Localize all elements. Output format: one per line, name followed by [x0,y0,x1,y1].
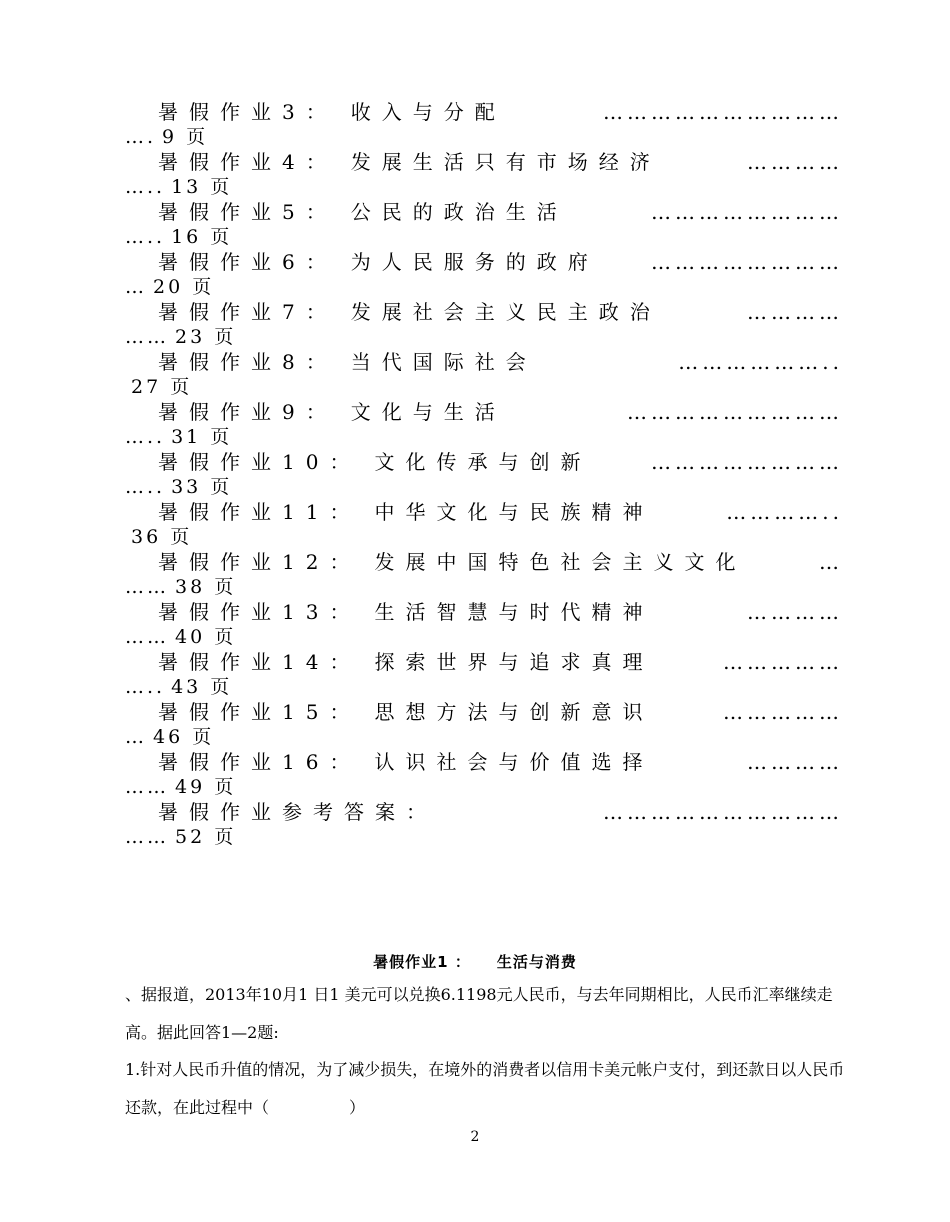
toc-leader-dots: ………… [747,300,843,324]
toc-page-ref: 20 页 [153,276,215,298]
toc-leader-dots: …………………… [651,200,843,224]
toc-page-ref: 49 页 [175,776,237,798]
toc-entry-title: 思想方法与创新意识 [374,700,654,724]
toc-line-continued [125,272,214,296]
toc-line [158,596,843,624]
toc-line [158,546,843,574]
toc-entry-title: 文化与生活 [350,400,506,424]
toc-line-continued [125,372,192,396]
toc-line-continued [125,522,192,546]
toc-entry [125,746,845,796]
toc-entry-title: 探索世界与追求真理 [374,650,654,674]
toc-line-continued [125,322,236,346]
toc-entry-title: 发展社会主义民主政治 [350,300,661,324]
toc-entry [125,346,845,396]
toc-line-continued [125,472,232,496]
toc-entry [125,146,845,196]
toc-entry-label: 暑假作业6： [158,250,337,274]
toc-page-ref: 33 页 [171,476,233,498]
toc-entry-label: 暑假作业14： [158,650,361,674]
toc-line [158,296,843,324]
table-of-contents [125,96,845,846]
toc-leader-dots-continued: … [125,276,147,298]
toc-leader-dots: …………………… [651,250,843,274]
toc-leader-dots-continued: ….. [125,176,166,198]
toc-entry [125,396,845,446]
toc-leader-dots: ………… [747,600,843,624]
toc-leader-dots-continued: ….. [125,226,166,248]
toc-entry-label: 暑假作业11： [158,500,361,524]
toc-entry-title: 文化传承与创新 [374,450,592,474]
toc-page-ref: 36 页 [131,526,193,548]
toc-entry [125,596,845,646]
toc-entry-title: 当代国际社会 [350,350,537,374]
toc-line [158,796,843,824]
toc-leader-dots: ………… [747,150,843,174]
toc-entry-label: 暑假作业12： [158,550,361,574]
toc-line [158,96,843,124]
toc-leader-dots: ……………….. [678,350,843,374]
toc-entry-title: 认识社会与价值选择 [374,750,654,774]
toc-entry-label: 暑假作业8： [158,350,337,374]
section-name: 生活与消费 [496,953,577,971]
paragraph-question-1: 1.针对人民币升值的情况，为了减少损失，在境外的消费者以信用卡美元帐户支付，到还款日以人民币还款，在此过程中（ ） [125,1060,845,1117]
toc-leader-dots: …………… [723,650,843,674]
toc-entry [125,546,845,596]
toc-leader-dots-continued: …… [125,776,169,798]
toc-line-continued [125,222,232,246]
toc-leader-dots: ………………………… [603,100,843,124]
toc-leader-dots-continued: …… [125,576,169,598]
toc-entry-label: 暑假作业5： [158,200,337,224]
section-label: 暑假作业1 ： [373,953,471,971]
toc-entry [125,796,845,846]
toc-entry-label: 暑假作业10： [158,450,361,474]
toc-entry [125,96,845,146]
toc-line-continued [125,822,236,846]
toc-entry-label: 暑假作业16： [158,750,361,774]
toc-entry-title: 收入与分配 [350,100,506,124]
toc-entry [125,246,845,296]
toc-entry [125,696,845,746]
toc-entry-title: 发展生活只有市场经济 [350,150,661,174]
toc-line [158,446,843,474]
toc-line [158,146,843,174]
toc-page-ref: 9 页 [162,126,209,148]
toc-leader-dots: …………… [723,700,843,724]
toc-entry-title: 公民的政治生活 [350,200,568,224]
toc-leader-dots-continued: ….. [125,426,166,448]
section-title [0,951,950,972]
toc-entry-label: 暑假作业7： [158,300,337,324]
toc-entry [125,496,845,546]
toc-page-ref: 31 页 [171,426,233,448]
toc-leader-dots: … [819,550,843,574]
toc-leader-dots: ………………………… [603,800,843,824]
toc-entry-title: 生活智慧与时代精神 [374,600,654,624]
toc-line [158,396,843,424]
toc-line [158,646,843,674]
toc-entry-title: 中华文化与民族精神 [374,500,654,524]
toc-leader-dots: ………… [747,750,843,774]
toc-line-continued [125,172,232,196]
toc-entry-label: 暑假作业9： [158,400,337,424]
toc-line-continued [125,122,208,146]
toc-page-ref: 40 页 [175,626,237,648]
toc-leader-dots-continued: ….. [125,676,166,698]
toc-leader-dots-continued: ….. [125,476,166,498]
toc-line-continued [125,572,236,596]
toc-page-ref: 38 页 [175,576,237,598]
toc-line-continued [125,622,236,646]
toc-line-continued [125,422,232,446]
toc-page-ref: 52 页 [175,826,237,848]
toc-leader-dots: ………….. [726,500,843,524]
paragraph-intro: 、据报道，2013年10月1 日1 美元可以兑换6.1198元人民币，与去年同期相比，人民币汇率继续走高。据此回答1—2题: [125,985,833,1042]
toc-line [158,196,843,224]
toc-entry [125,296,845,346]
toc-entry-title: 发展中国特色社会主义文化 [374,550,747,574]
toc-entry-title: 为人民服务的政府 [350,250,599,274]
toc-page-ref: 23 页 [175,326,237,348]
toc-page-ref: 16 页 [171,226,233,248]
toc-page-ref: 13 页 [171,176,233,198]
toc-leader-dots: …………………… [651,450,843,474]
toc-entry-label: 暑假作业4： [158,150,337,174]
toc-leader-dots-continued: …… [125,826,169,848]
toc-line [158,246,843,274]
toc-page-ref: 46 页 [153,726,215,748]
toc-line-continued [125,772,236,796]
toc-line [158,746,843,774]
toc-line-continued [125,722,214,746]
toc-line [158,696,843,724]
toc-page-ref: 43 页 [171,676,233,698]
toc-entry-label: 暑假作业参考答案： [158,800,437,824]
toc-leader-dots-continued: … [125,726,147,748]
toc-leader-dots-continued: …. [125,126,157,148]
toc-entry [125,646,845,696]
toc-leader-dots: ……………………… [627,400,843,424]
toc-line [158,346,843,374]
toc-entry-label: 暑假作业13： [158,600,361,624]
toc-line [158,496,843,524]
toc-entry [125,196,845,246]
toc-leader-dots-continued: …… [125,326,169,348]
toc-line-continued [125,672,232,696]
toc-entry [125,446,845,496]
page-number: 2 [470,1129,480,1145]
toc-entry-label: 暑假作业3： [158,100,337,124]
toc-entry-label: 暑假作业15： [158,700,361,724]
toc-leader-dots-continued: …… [125,626,169,648]
toc-page-ref: 27 页 [131,376,193,398]
